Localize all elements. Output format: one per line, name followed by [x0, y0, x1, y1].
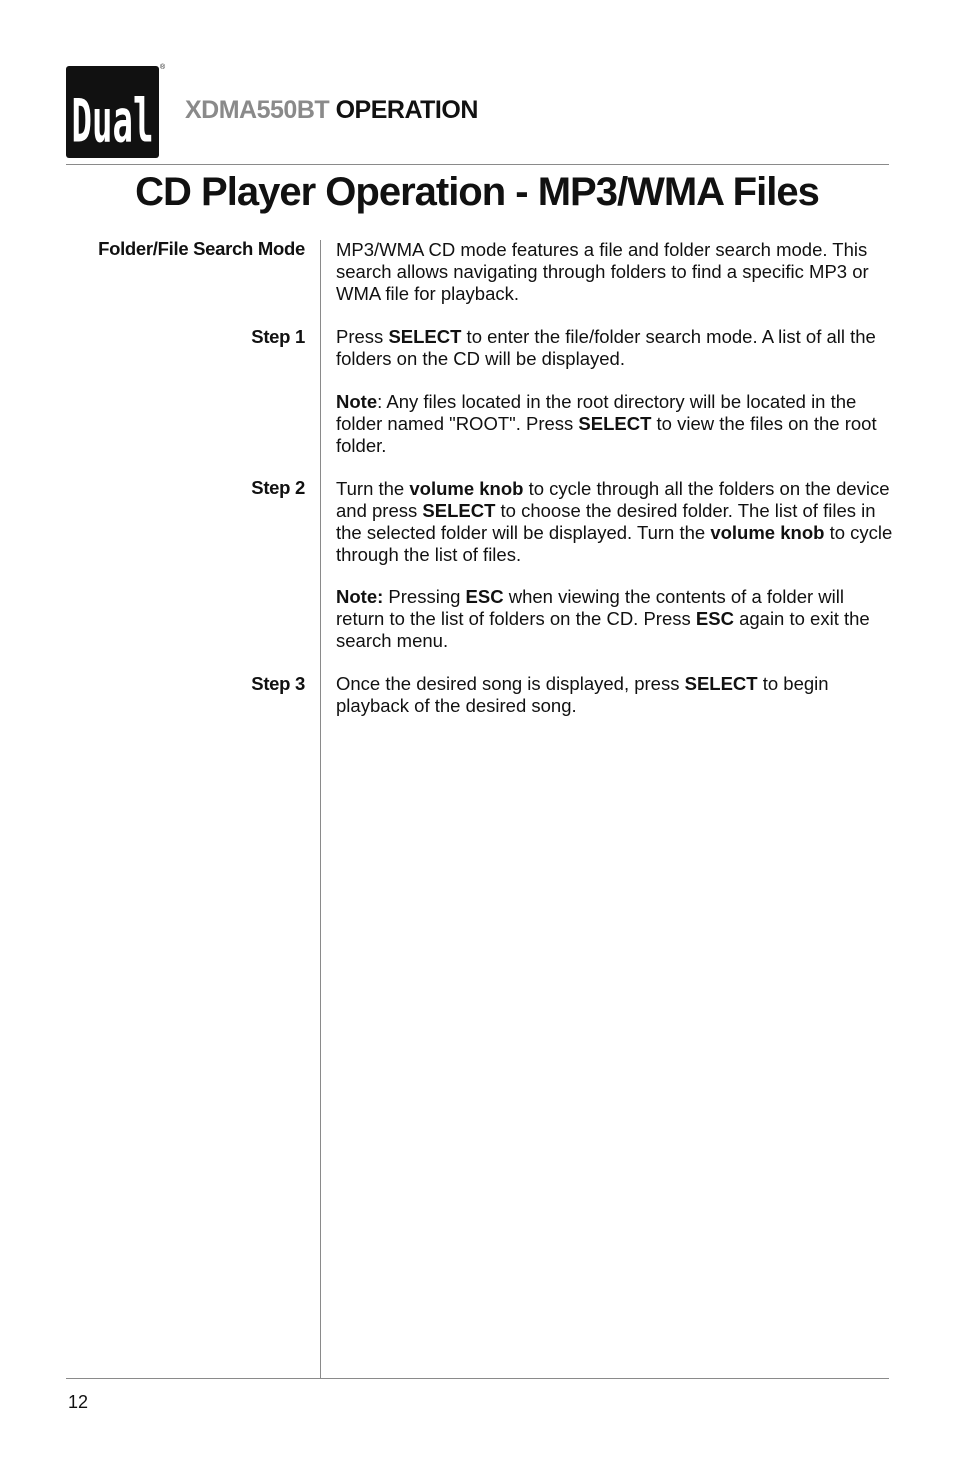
step-3-paragraph: Once the desired song is displayed, press SELECT to begin playback of the desired song. — [336, 673, 829, 716]
footer-rule — [66, 1378, 889, 1379]
label-step-2: Step 2 — [251, 477, 305, 498]
column-divider — [320, 240, 321, 1378]
label-step-3: Step 3 — [251, 673, 305, 694]
intro-paragraph: MP3/WMA CD mode features a file and folder search mode. This search allows navigating through folders to find a specific MP3 or WMA file for playback. — [336, 239, 869, 304]
section-name: OPERATION — [335, 96, 478, 124]
model-name: XDMA550BT — [185, 96, 330, 124]
label-folder-file-search-mode: Folder/File Search Mode — [98, 238, 305, 259]
label-step-1: Step 1 — [251, 326, 305, 347]
step-2-paragraph: Turn the volume knob to cycle through all the folders on the device and press SELECT to choose the desired folder. The list of files in the selected folder will be displayed. Turn the volume knob to cycle through the list of files. — [336, 478, 893, 565]
page-number: 12 — [68, 1392, 89, 1412]
note-2-paragraph: Note: Pressing ESC when viewing the contents of a folder will return to the list of folders on the CD. Press ESC again to exit the search menu. — [336, 586, 870, 651]
step-1-paragraph: Press SELECT to enter the file/folder search mode. A list of all the folders on the CD will be displayed. — [336, 326, 876, 369]
note-1-paragraph: Note: Any files located in the root directory will be located in the folder named "ROOT". Press SELECT to view the files on the root folder. — [336, 391, 877, 456]
header-rule — [66, 164, 889, 165]
header-title — [185, 96, 478, 125]
dual-logo — [66, 66, 159, 158]
page-title: CD Player Operation - MP3/WMA Files — [135, 170, 819, 214]
registered-mark: ® — [160, 64, 166, 71]
dual-logo-text: Dual — [71, 87, 154, 157]
dual-logo-icon — [66, 66, 159, 158]
